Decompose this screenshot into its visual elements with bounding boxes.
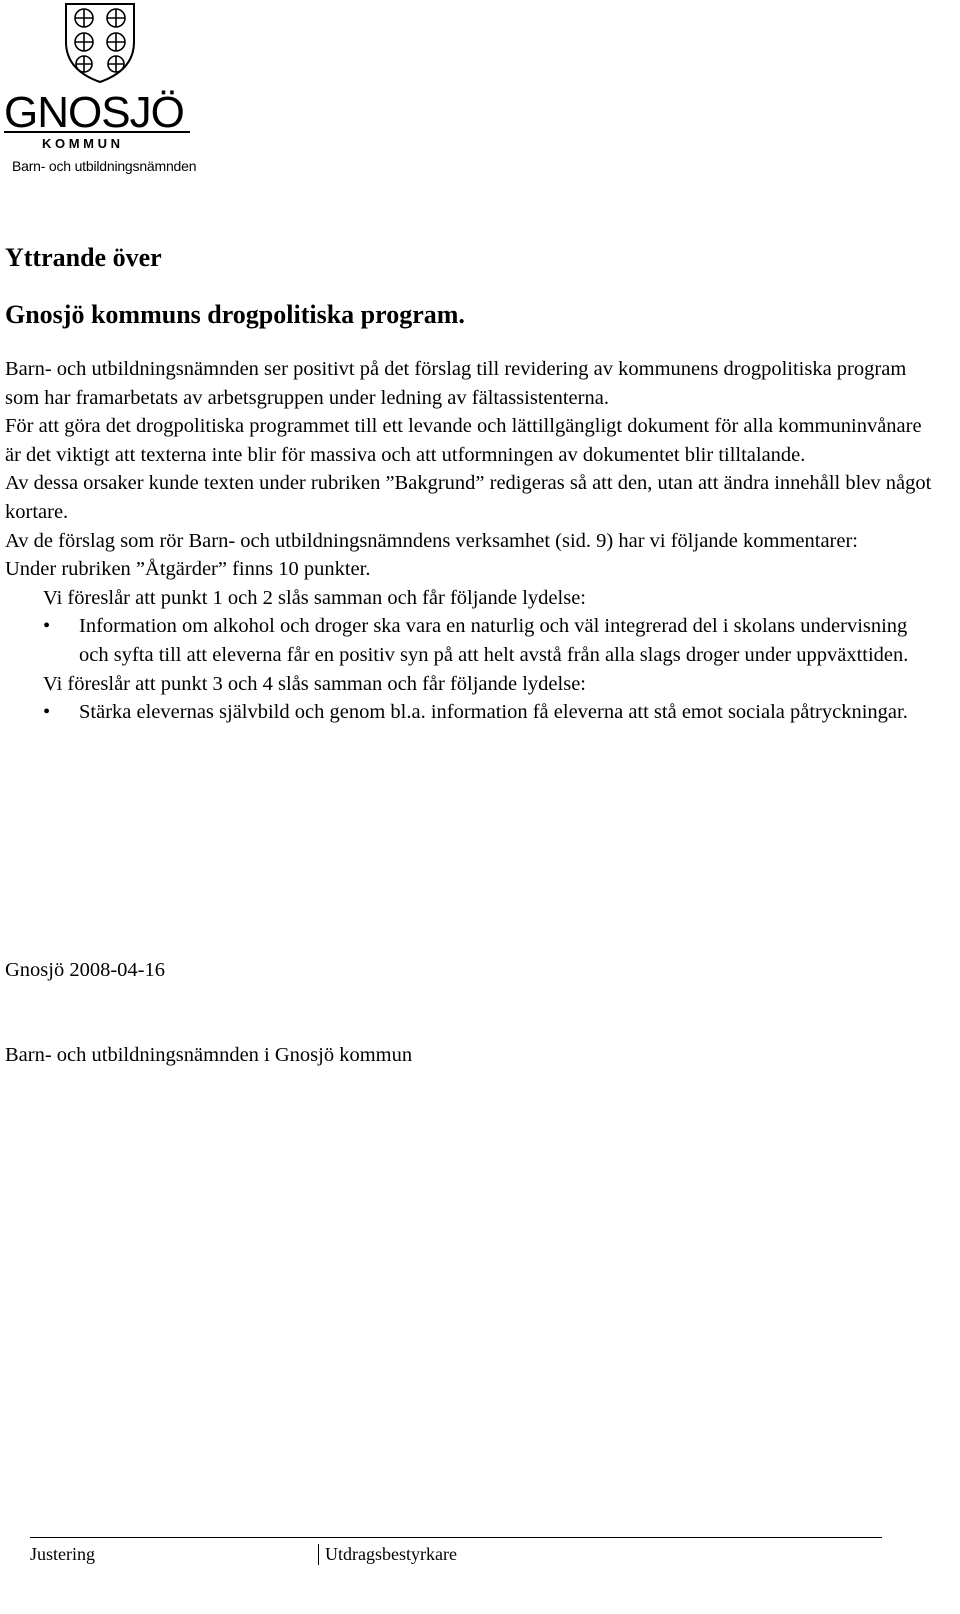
paragraph-intro: Barn- och utbildningsnämnden ser positivt på det förslag till revidering av kommunens drogpolitiska program som har framarbetats av arbetsgruppen under ledning av fältassistenterna. bbox=[5, 358, 907, 409]
footer-divider bbox=[30, 1537, 882, 1538]
document-subtitle: Gnosjö kommuns drogpolitiska program. bbox=[5, 300, 465, 329]
list-item bbox=[5, 612, 940, 669]
list-item bbox=[5, 698, 940, 727]
paragraph-accessibility: För att göra det drogpolitiska programmet till ett levande och lättillgängligt dokument för alla kommuninvånare är det viktigt att texterna inte blir för massiva och att utformningen av dokumentet blir tilltalande. bbox=[5, 415, 922, 466]
footer-justering: Justering bbox=[30, 1544, 95, 1564]
paragraph-proposal-1: Vi föreslår att punkt 1 och 2 slås samman och får följande lydelse: bbox=[43, 586, 586, 609]
paragraph-proposal-2: Vi föreslår att punkt 3 och 4 slås samman och får följande lydelse: bbox=[43, 672, 586, 695]
header-organization: Barn- och utbildningsnämnden bbox=[12, 158, 197, 174]
signature-date: Gnosjö 2008-04-16 bbox=[5, 959, 166, 981]
bullet-text: Information om alkohol och droger ska vara en naturlig och väl integrerad del i skolans undervisning och syfta till att eleverna får en positiv syn på att helt avstå från alla slags droger under uppväxttiden. bbox=[79, 615, 909, 666]
footer-utdragsbestyrkare: Utdragsbestyrkare bbox=[318, 1544, 457, 1565]
svg-text:K O M M U N: K O M M U N bbox=[42, 136, 120, 151]
signature-organization: Barn- och utbildningsnämnden i Gnosjö kommun bbox=[5, 1044, 413, 1066]
document-body bbox=[5, 355, 940, 727]
svg-text:GNOSJÖ: GNOSJÖ bbox=[4, 88, 184, 137]
coat-of-arms-icon bbox=[4, 2, 194, 152]
paragraph-background: Av dessa orsaker kunde texten under rubriken ”Bakgrund” redigeras så att den, utan att ändra innehåll blev något kortare. bbox=[5, 472, 932, 523]
municipality-logo bbox=[4, 2, 194, 152]
paragraph-measures: Under rubriken ”Åtgärder” finns 10 punkter. bbox=[5, 558, 371, 581]
bullet-icon: • bbox=[43, 615, 51, 638]
document-title: Yttrande över bbox=[5, 243, 162, 272]
bullet-icon: • bbox=[43, 701, 51, 724]
paragraph-comments: Av de förslag som rör Barn- och utbildningsnämndens verksamhet (sid. 9) har vi följande kommentarer: bbox=[5, 529, 859, 552]
bullet-text: Stärka elevernas självbild och genom bl.a. information få eleverna att stå emot sociala påtryckningar. bbox=[79, 701, 908, 724]
